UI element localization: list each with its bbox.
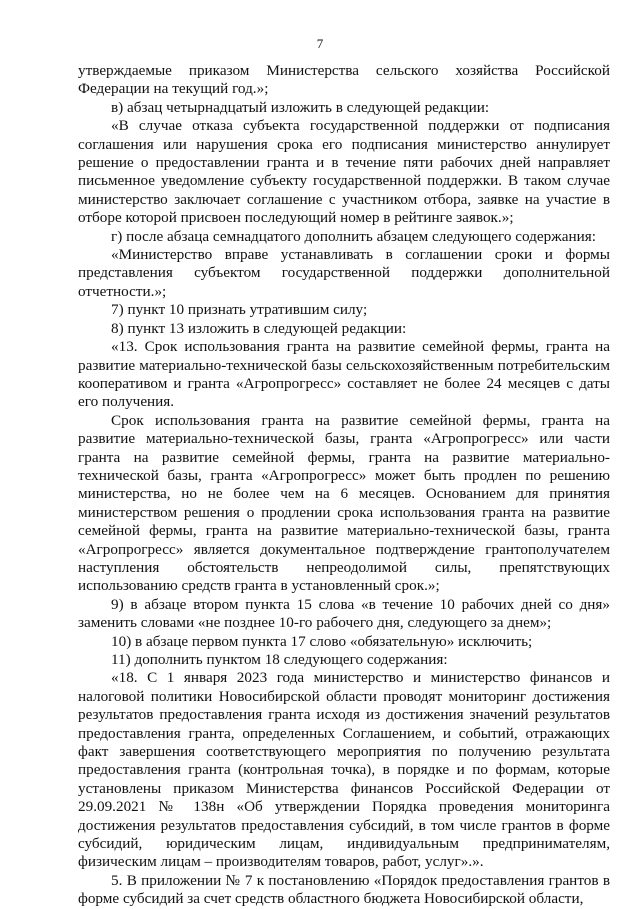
paragraph-quote-reporting: «Министерство вправе устанавливать в соглашении сроки и формы представления субъектом государственной поддержки дополнительной отчетности.»; — [78, 246, 610, 300]
paragraph-continuation: утверждаемые приказом Министерства сельского хозяйства Российской Федерации на текущий год.»; — [78, 62, 610, 98]
paragraph-item-5: 5. В приложении № 7 к постановлению «Порядок предоставления грантов в форме субсидий за счет средств областного бюджета Новосибирской области, — [78, 871, 610, 908]
paragraph-item-10: 10) в абзаце первом пункта 17 слово «обязательную» исключить; — [111, 632, 533, 650]
paragraph-item-9: 9) в абзаце втором пункта 15 слова «в течение 10 рабочих дней со дня» заменить словами «не позднее 10-го рабочего дня, следующего за днем»; — [78, 595, 610, 632]
paragraph-item-11: 11) дополнить пунктом 18 следующего содержания: — [111, 651, 448, 668]
paragraph-clause-18: «18. С 1 января 2023 года министерство и министерство финансов и налоговой политики Новосибирской области проводят мониторинг достижения результатов предоставления гранта исходя из достижения значений результатов предоставления гранта, определенных Соглашением, и событий, отражающих факт завершения соответствующего мероприятия по получению результата предоставления гранта (контрольная точка), в порядке и по формам, которые установлены приказом Министерства финансов Российской Федерации от 29.09.2021 № 138н «Об утверждении Порядка проведения мониторинга достижения результатов предоставления субсидий, в том числе грантов в форме субсидий, юридическим лицам, индивидуальным предпринимателям, физическим лицам – производителям товаров, работ, услуг».». — [78, 669, 610, 871]
paragraph-clause-13-extension: Срок использования гранта на развитие семейной фермы, гранта на развитие материально-технической базы, гранта «Агропрогресс» или части гранта на развитие семейной фермы, гранта на развитие материально-технической базы, гранта «Агропрогресс» может быть продлен по решению министерства, но не более чем на 6 месяцев. Основанием для принятия министерством решения о продлении срока использования гранта на развитие семейной фермы, гранта на развитие материально-технической базы, гранта «Агропрогресс» является документальное подтверждение грантополучателем наступления обстоятельств непреодолимой силы, препятствующих использованию средств гранта в установленный срок.»; — [78, 411, 610, 595]
paragraph-item-8: 8) пункт 13 изложить в следующей редакции: — [111, 319, 407, 337]
paragraph-clause-13: «13. Срок использования гранта на развитие семейной фермы, гранта на развитие материально-технической базы сельскохозяйственным потребительским кооперативом и гранта «Агропрогресс» составляет не более 24 месяцев с даты его получения. — [78, 338, 610, 411]
document-body — [78, 62, 610, 909]
paragraph-item-v: в) абзац четырнадцатый изложить в следующей редакции: — [111, 98, 490, 116]
paragraph-item-7: 7) пункт 10 признать утратившим силу; — [111, 301, 368, 319]
page-number: 7 — [316, 36, 324, 51]
paragraph-item-g: г) после абзаца семнадцатого дополнить абзацем следующего содержания: — [111, 227, 596, 245]
paragraph-quote-refusal: «В случае отказа субъекта государственной поддержки от подписания соглашения или нарушения срока его подписания министерство аннулирует решение о предоставлении гранта и в течение пяти рабочих дней направляет письменное уведомление субъекту государственной поддержки. В таком случае министерство заключает соглашение с участником отбора, заявке на участие в отборе которой присвоен последующий номер в рейтинге заявок.»; — [78, 117, 610, 227]
